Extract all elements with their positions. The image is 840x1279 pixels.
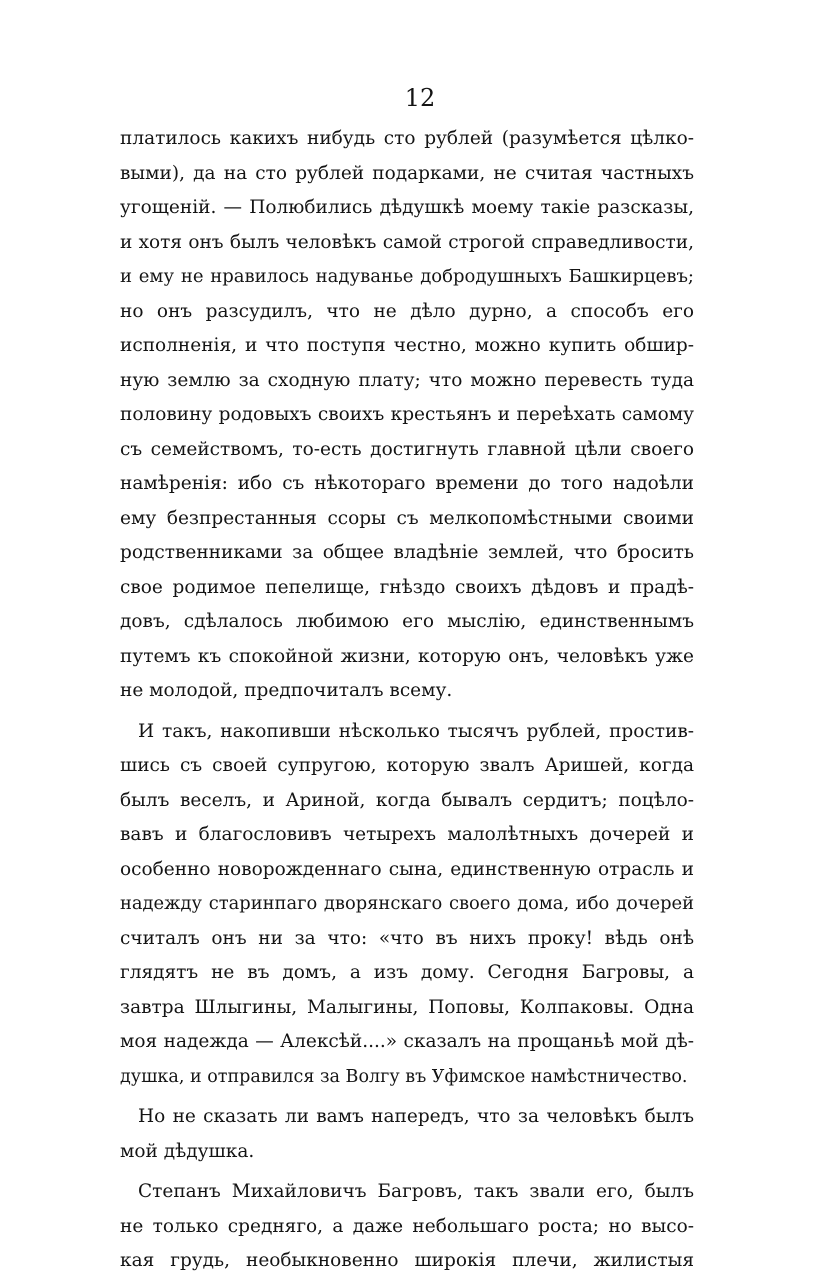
text-line: свое родимое пепелище, гнѣздо своихъ дѣдовъ и прадѣ- bbox=[120, 576, 694, 598]
page-number: 12 bbox=[404, 84, 436, 112]
text-line: душка, и отправился за Волгу въ Уфимское намѣстничество. bbox=[120, 1066, 688, 1087]
text-line: ную землю за сходную плату; что можно перевесть туда bbox=[120, 369, 694, 391]
text-line: но онъ разсудилъ, что не дѣло дурно, а способъ его bbox=[120, 300, 694, 322]
text-line: считалъ онъ ни за что: «что въ нихъ проку! вѣдь онѣ bbox=[120, 927, 694, 949]
text-line: довъ, сдѣлалось любимою его мыслію, единственнымъ bbox=[120, 611, 694, 632]
text-line: моя надежда — Алексѣй....» сказалъ на прощаньѣ мой дѣ- bbox=[120, 1031, 694, 1052]
text-line: и хотя онъ былъ человѣкъ самой строгой справедливости, bbox=[120, 231, 694, 253]
text-line: половину родовыхъ своихъ крестьянъ и переѣхать самому bbox=[120, 404, 694, 425]
text-line: завтра Шлыгины, Малыгины, Поповы, Колпаковы. Одна bbox=[120, 996, 694, 1018]
text-line: выми), да на сто рублей подарками, не считая частныхъ bbox=[120, 162, 694, 184]
text-line: мой дѣдушка. bbox=[120, 1140, 255, 1162]
text-line: съ семействомъ, то-есть достигнуть главной цѣли своего bbox=[120, 438, 694, 460]
text-line: глядятъ не въ домъ, а изъ дому. Сегодня Багровы, а bbox=[120, 962, 694, 983]
text-line: исполненія, и что поступя честно, можно купить обшир- bbox=[120, 335, 694, 356]
text-line: платилось какихъ нибудь сто рублей (разумѣется цѣлко- bbox=[120, 128, 694, 149]
paragraph-3 bbox=[120, 1100, 694, 1169]
text-line: Степанъ Михайловичъ Багровъ, такъ звали его, былъ bbox=[138, 1181, 694, 1202]
text-line: кая грудь, необыкновенно широкія плечи, жилистыя bbox=[120, 1250, 694, 1271]
text-line: путемъ къ спокойной жизни, которую онъ, человѣкъ уже bbox=[120, 645, 694, 667]
body-text bbox=[120, 122, 694, 1279]
text-line: особенно новорожденнаго сына, единственную отрасль и bbox=[120, 858, 694, 880]
text-line: И такъ, накопивши нѣсколько тысячъ рублей, простив- bbox=[138, 720, 694, 742]
text-line: вавъ и благословивъ четырехъ малолѣтныхъ дочерей и bbox=[120, 824, 694, 845]
paragraph-1 bbox=[120, 122, 694, 709]
text-line: былъ веселъ, и Ариной, когда бывалъ сердитъ; поцѣло- bbox=[120, 789, 694, 811]
text-line: шись съ своей супругою, которую звалъ Аришей, когда bbox=[120, 755, 694, 776]
text-line: угощеній. — Полюбились дѣдушкѣ моему такіе разсказы, bbox=[120, 197, 694, 218]
text-line: не только средняго, а даже небольшаго роста; но высо- bbox=[120, 1215, 694, 1237]
text-line: намѣренія: ибо съ нѣкотораго времени до того надоѣли bbox=[120, 473, 694, 494]
text-line: ему безпрестанныя ссоры съ мелкопомѣстными своими bbox=[120, 507, 694, 529]
text-line: не молодой, предпочиталъ всему. bbox=[120, 680, 453, 701]
paragraph-2 bbox=[120, 715, 694, 1095]
text-line: Но не сказать ли вамъ напередъ, что за человѣкъ былъ bbox=[138, 1106, 694, 1127]
text-line: и ему не нравилось надуванье добродушныхъ Башкирцевъ; bbox=[120, 266, 694, 287]
text-line: родственниками за общее владѣніе землей, что бросить bbox=[120, 542, 694, 563]
text-line: надежду старинпаго дворянскаго своего дома, ибо дочерей bbox=[120, 893, 694, 914]
